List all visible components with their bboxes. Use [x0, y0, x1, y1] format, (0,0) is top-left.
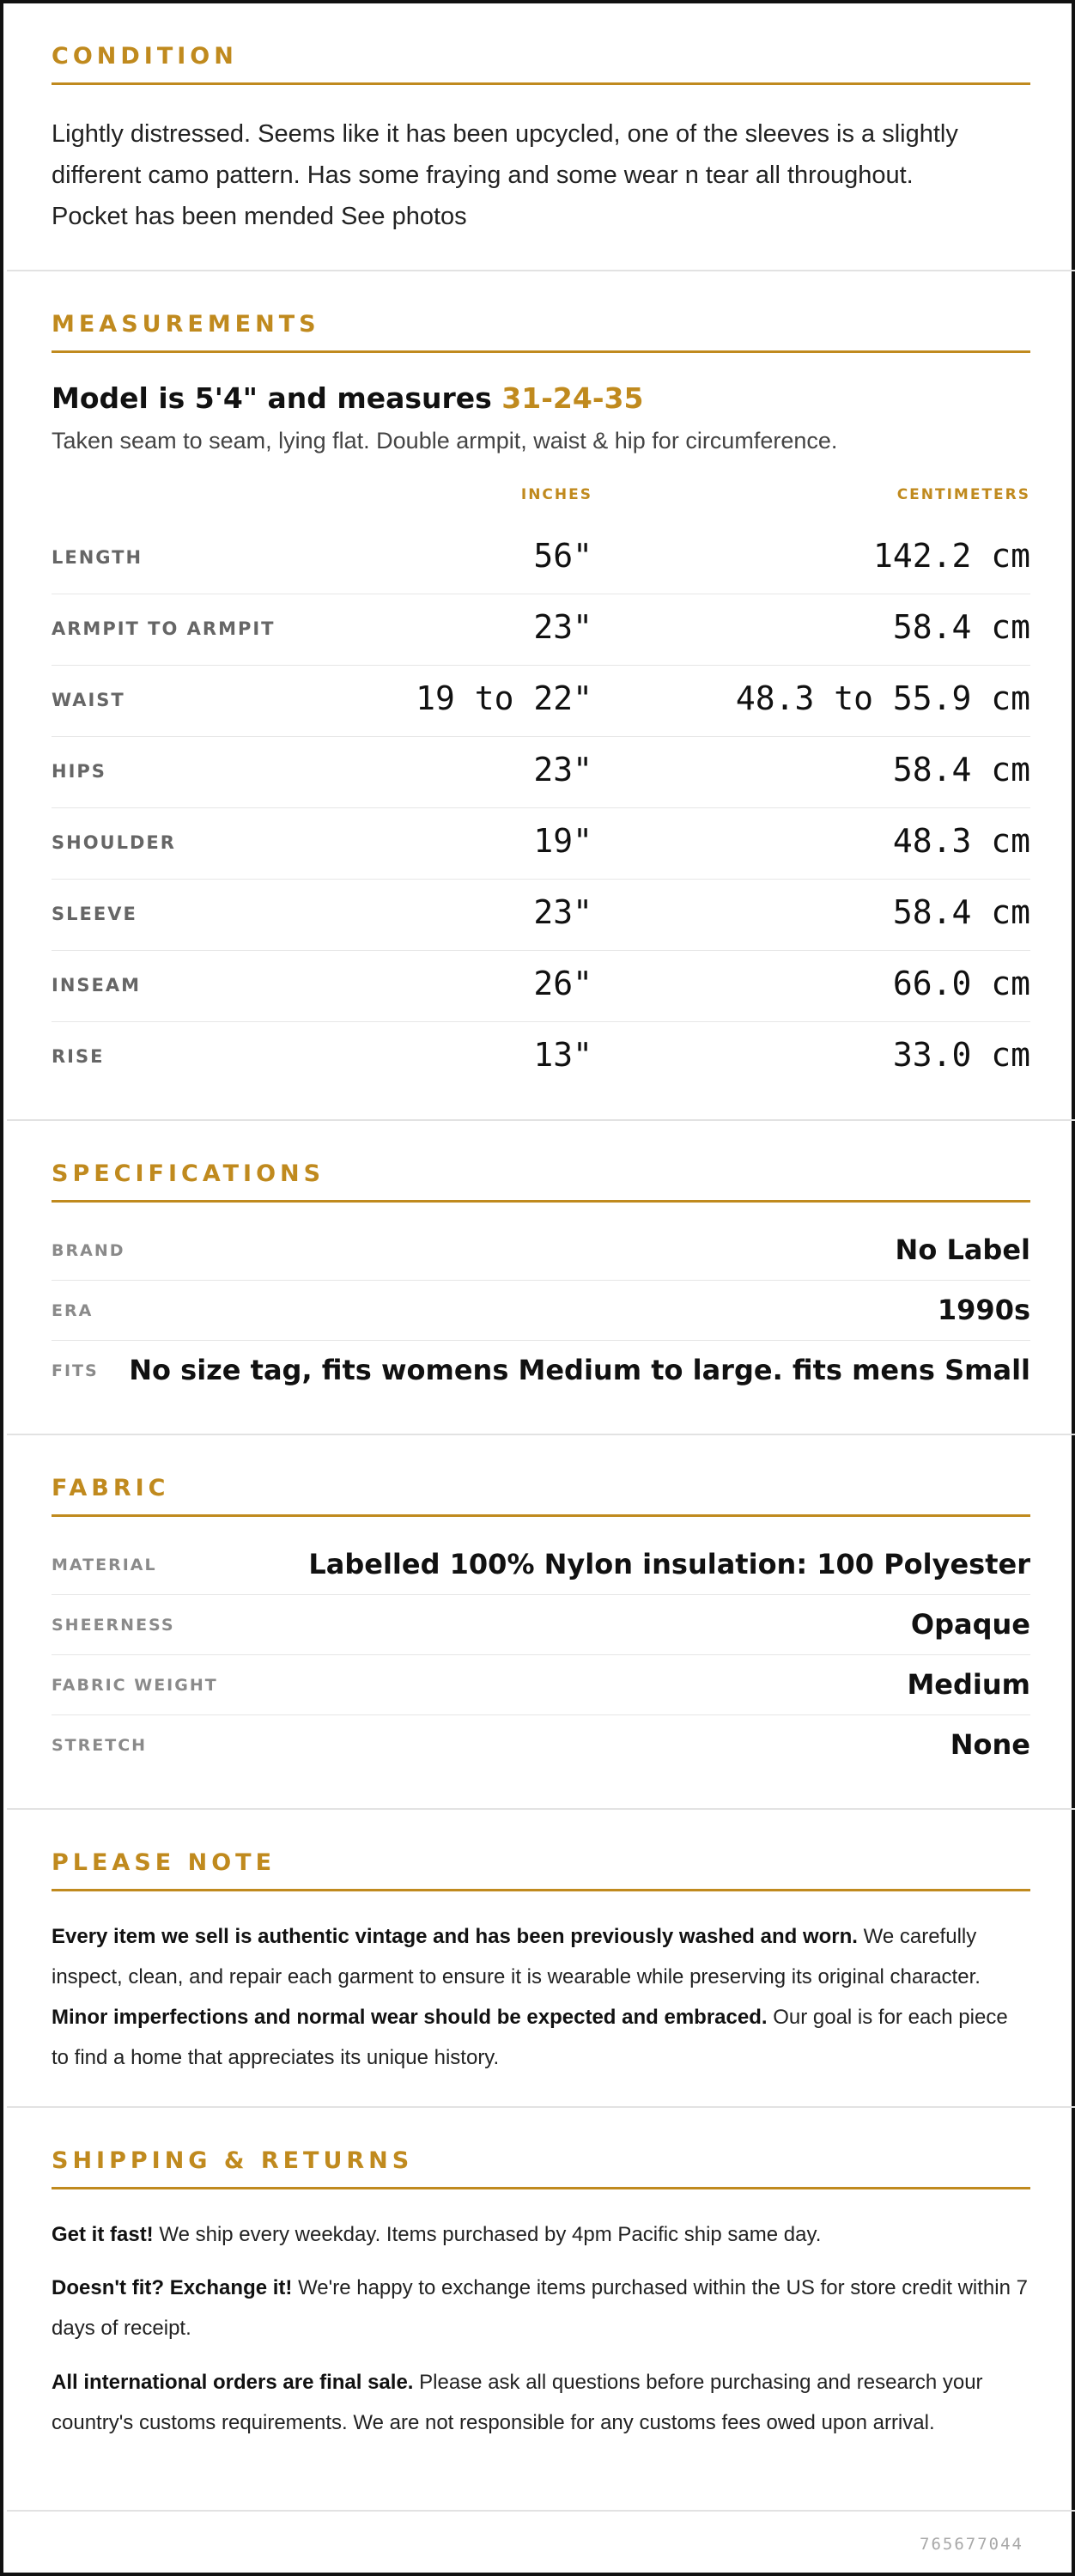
measurement-cm: 58.4 cm: [892, 893, 1030, 931]
fabric-value: Medium: [907, 1668, 1030, 1701]
spec-label: BRAND: [52, 1241, 125, 1260]
measurement-cm: 48.3 cm: [892, 822, 1030, 860]
col-head-inches: INCHES: [520, 486, 592, 503]
spec-label: ERA: [52, 1301, 94, 1320]
spec-row: [52, 1341, 1030, 1401]
spec-row: [52, 1221, 1030, 1281]
measurement-label: INSEAM: [52, 975, 142, 996]
specifications-section: [7, 1121, 1075, 1435]
measurement-row: [52, 666, 1030, 737]
spec-label: FITS: [52, 1361, 99, 1380]
specifications-divider: [52, 1200, 1030, 1203]
measurement-row: [52, 594, 1030, 666]
measurement-cm: 58.4 cm: [892, 751, 1030, 789]
fabric-section: [7, 1435, 1075, 1810]
measurement-cm: 48.3 to 55.9 cm: [735, 679, 1030, 717]
measurement-row: [52, 808, 1030, 880]
measurement-row: [52, 951, 1030, 1022]
fabric-value: None: [950, 1728, 1030, 1761]
condition-text: Lightly distressed. Seems like it has been upcycled, one of the sleeves is a slightly different camo pattern. Has some fraying and some wear n tear all throughout. Pocket has been mended See photos: [52, 120, 958, 230]
measurement-label: HIPS: [52, 761, 106, 782]
fabric-row: [52, 1595, 1030, 1655]
measurement-cm: 66.0 cm: [892, 965, 1030, 1002]
please-note-section: [7, 1810, 1075, 2108]
measurement-inches: 23": [533, 608, 592, 646]
spec-value: No Label: [895, 1233, 1030, 1266]
condition-section: [7, 3, 1075, 271]
measurements-section: [7, 271, 1075, 1121]
measurement-cm: 58.4 cm: [892, 608, 1030, 646]
measurement-label: RISE: [52, 1046, 105, 1067]
spec-value: 1990s: [937, 1294, 1030, 1326]
measurement-inches: 56": [533, 537, 592, 575]
fabric-row: [52, 1715, 1030, 1775]
please-note-title: PLEASE NOTE: [52, 1849, 276, 1876]
measurement-label: SHOULDER: [52, 832, 176, 853]
measurement-label: WAIST: [52, 690, 125, 710]
measurement-row: [52, 737, 1030, 808]
fabric-label: MATERIAL: [52, 1556, 157, 1574]
sku-number: 765677044: [920, 2535, 1023, 2554]
shipping-exchange: Doesn't fit? Exchange it! We're happy to exchange items purchased within the US for store credit within 7 days of receipt.: [52, 2276, 1028, 2340]
fabric-row: [52, 1535, 1030, 1595]
measurement-inches: 13": [533, 1036, 592, 1074]
measurement-inches: 23": [533, 751, 592, 789]
measurement-cm: 33.0 cm: [892, 1036, 1030, 1074]
measurement-label: ARMPIT TO ARMPIT: [52, 618, 276, 639]
measurement-inches: 19": [533, 822, 592, 860]
measurements-title: MEASUREMENTS: [52, 311, 320, 338]
spec-value: No size tag, fits womens Medium to large. fits mens Small: [129, 1354, 1030, 1386]
shipping-title: SHIPPING & RETURNS: [52, 2147, 414, 2174]
spec-row: [52, 1281, 1030, 1341]
fabric-value: Labelled 100% Nylon insulation: 100 Polyester: [308, 1548, 1030, 1580]
please-note-text: Every item we sell is authentic vintage and has been previously washed and worn. We carefully inspect, clean, and repair each garment to ensure it is wearable while preserving its original character. Minor imperfections and normal wear should be expected and embraced. Our goal is for each piece to find a home that appreciates its unique history.: [52, 1925, 1008, 2069]
measurement-row: [52, 1022, 1030, 1093]
specifications-title: SPECIFICATIONS: [52, 1160, 325, 1187]
measurement-row: [52, 880, 1030, 951]
fabric-label: STRETCH: [52, 1736, 148, 1755]
shipping-divider: [52, 2187, 1030, 2189]
measurements-note: Taken seam to seam, lying flat. Double armpit, waist & hip for circumference.: [52, 428, 838, 454]
measurements-divider: [52, 350, 1030, 353]
measurement-cm: 142.2 cm: [872, 537, 1030, 575]
shipping-get-it-fast: Get it fast! We ship every weekday. Items purchased by 4pm Pacific ship same day.: [52, 2223, 822, 2246]
fabric-row: [52, 1655, 1030, 1715]
condition-title: CONDITION: [52, 43, 238, 70]
model-measures-value: 31-24-35: [501, 381, 644, 415]
condition-divider: [52, 82, 1030, 85]
shipping-section: [7, 2108, 1075, 2512]
measurement-label: LENGTH: [52, 547, 143, 568]
fabric-label: SHEERNESS: [52, 1616, 175, 1635]
measurement-inches: 23": [533, 893, 592, 931]
fabric-value: Opaque: [910, 1608, 1030, 1641]
measurement-row: [52, 523, 1030, 594]
fabric-label: FABRIC WEIGHT: [52, 1676, 218, 1695]
fabric-divider: [52, 1514, 1030, 1517]
measurement-label: SLEEVE: [52, 904, 137, 924]
shipping-international: All international orders are final sale. Please ask all questions before purchasing and research your country's customs requirements. We are not responsible for any customs fees owed upon arrival.: [52, 2371, 983, 2434]
measurement-inches: 19 to 22": [416, 679, 592, 717]
col-head-cm: CENTIMETERS: [896, 486, 1030, 503]
measurement-inches: 26": [533, 965, 592, 1002]
please-note-divider: [52, 1889, 1030, 1891]
model-measurements: Model is 5'4" and measures 31-24-35: [52, 381, 644, 415]
fabric-title: FABRIC: [52, 1475, 170, 1501]
